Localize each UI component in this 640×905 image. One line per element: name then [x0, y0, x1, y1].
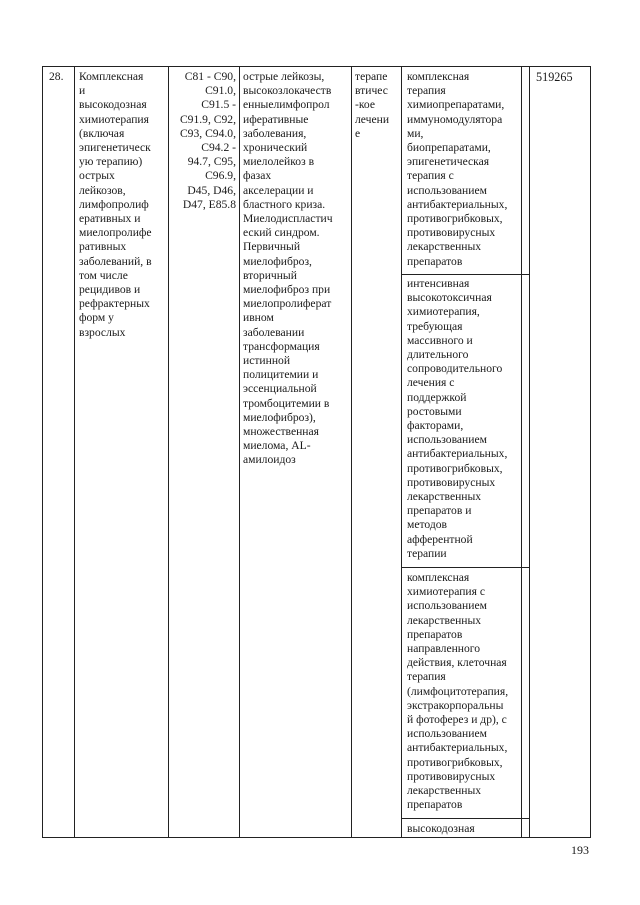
cell-line: форм у	[79, 311, 114, 325]
cell-line: сопроводительного	[407, 362, 503, 376]
cell-line: препаратов	[407, 798, 463, 812]
cell-line: е	[355, 126, 361, 140]
cell-line: иммуномодулятора	[407, 112, 503, 126]
cell-line: терапия	[407, 84, 446, 98]
cell-line: C94.2 -	[201, 141, 236, 155]
cell-line: препаратов и	[407, 504, 472, 518]
cell-line: требующая	[407, 319, 463, 333]
icd-codes	[171, 70, 236, 212]
treatment-method	[407, 70, 521, 269]
cell-line: афферентной	[407, 532, 473, 546]
cell-line: высокотоксичная	[407, 291, 492, 305]
cell-line: лечени	[355, 112, 390, 126]
cell-line: C91.0,	[205, 84, 236, 98]
cell-line: терапия с	[407, 169, 454, 183]
cell-line: комплексная	[407, 70, 470, 83]
cell-line: острые лейкозы,	[243, 70, 325, 83]
cell-line: лечения с	[407, 376, 455, 390]
cell-line: высокодозная	[79, 98, 147, 112]
cell-line: терапе	[355, 70, 388, 83]
cell-line: противогрибковых,	[407, 461, 503, 475]
cell-line: миелопролифе	[79, 226, 152, 240]
cell-line: вторичный	[243, 268, 297, 282]
cell-line: химиопрепаратами,	[407, 98, 505, 112]
cell-line: Первичный	[243, 240, 301, 254]
cell-line: препаратов	[407, 627, 463, 641]
cell-line: интенсивная	[407, 277, 470, 290]
diagnoses	[243, 70, 350, 468]
cell-line: использованием	[407, 727, 487, 741]
cell-line: бластного криза.	[243, 197, 326, 211]
column-divider	[351, 67, 352, 837]
cell-line: (лимфоцитотерапия,	[407, 684, 509, 698]
cell-line: химиотерапия	[79, 112, 149, 126]
cell-line: миелофиброз),	[243, 410, 316, 424]
column-divider	[239, 67, 240, 837]
cell-line: противовирусных	[407, 475, 496, 489]
cell-line: C93, C94.0,	[179, 126, 236, 140]
cell-line: длительного	[407, 348, 469, 362]
methods-divider	[401, 274, 529, 275]
cost-norm: 519265	[536, 70, 573, 84]
cell-line: Миелодиспластич	[243, 212, 333, 226]
cell-line: химиотерапия,	[407, 305, 480, 319]
cell-line: иферативные	[243, 112, 309, 126]
cell-line: использованием	[407, 433, 487, 447]
cell-line: миелофиброз,	[243, 254, 312, 268]
cell-line: C81 - C90,	[184, 70, 236, 83]
cell-line: заболевания,	[243, 126, 307, 140]
cell-line: рецидивов и	[79, 283, 141, 297]
cell-line: заболеваний, в	[79, 254, 152, 268]
cell-line: антибактериальных,	[407, 197, 508, 211]
cell-line: хронический	[243, 141, 308, 155]
cell-line: ративных	[79, 240, 127, 254]
cell-line: противовирусных	[407, 769, 496, 783]
cell-line: лекарственных	[407, 240, 482, 254]
cell-line: C91.5 -	[201, 98, 236, 112]
cell-line: миелофиброз при	[243, 283, 331, 297]
cell-line: миелома, AL-	[243, 439, 311, 453]
cell-line: эпигенетическая	[407, 155, 490, 169]
cell-line: еский синдром.	[243, 226, 320, 240]
cell-line: енныелимфопрол	[243, 98, 330, 112]
cell-line: острых	[79, 169, 115, 183]
cell-line: направленного	[407, 642, 481, 656]
cell-line: том числе	[79, 268, 128, 282]
cell-line: поддержкой	[407, 390, 467, 404]
cell-line: амилоидоз	[243, 453, 296, 467]
cell-line: лимфопролиф	[79, 197, 149, 211]
cell-line: препаратов	[407, 254, 463, 268]
cell-line: эпигенетическ	[79, 141, 151, 155]
row-number: 28.	[49, 70, 64, 83]
cell-line: терапии	[407, 546, 447, 560]
column-divider	[529, 67, 530, 837]
cell-line: ми,	[407, 126, 424, 140]
cell-line: биопрепаратами,	[407, 141, 491, 155]
cell-line: высокодозная	[407, 822, 475, 835]
cell-line: C96.9,	[205, 169, 236, 183]
cell-line: ростовыми	[407, 404, 462, 418]
cell-line: трансформация	[243, 339, 320, 353]
cell-line: 94.7, C95,	[187, 155, 236, 169]
cell-line: й фотоферез и др), с	[407, 713, 507, 727]
cell-line: терапия	[407, 670, 446, 684]
cell-line: антибактериальных,	[407, 741, 508, 755]
cell-line: факторами,	[407, 419, 464, 433]
cell-line: множественная	[243, 425, 319, 439]
cell-line: эссенциальной	[243, 382, 317, 396]
cell-line: втичес	[355, 84, 388, 98]
cell-line: противовирусных	[407, 226, 496, 240]
cell-line: рефрактерных	[79, 297, 150, 311]
cell-line: лекарственных	[407, 784, 482, 798]
treatment-method	[407, 822, 521, 836]
page-number: 193	[571, 843, 589, 857]
column-divider	[168, 67, 169, 837]
methods-divider	[401, 818, 529, 819]
cell-line: (включая	[79, 126, 125, 140]
cell-line: взрослых	[79, 325, 126, 339]
cell-line: миелолейкоз в	[243, 155, 315, 169]
treatment-method	[407, 571, 521, 812]
methods-divider	[401, 567, 529, 568]
cell-line: фазах	[243, 169, 272, 183]
cell-line: противогрибковых,	[407, 212, 503, 226]
column-divider	[74, 67, 75, 837]
cell-line: полицитемии и	[243, 368, 319, 382]
cell-line: миелопролиферат	[243, 297, 332, 311]
cell-line: Комплексная	[79, 70, 144, 83]
cell-line: и	[79, 84, 86, 98]
cell-line: C91.9, C92,	[179, 112, 236, 126]
cell-line: использованием	[407, 599, 487, 613]
cell-line: высокозлокачеств	[243, 84, 332, 98]
cell-line: методов	[407, 518, 448, 532]
cell-line: истинной	[243, 354, 291, 368]
cell-line: тромбоцитемии в	[243, 396, 330, 410]
service-name	[79, 70, 167, 340]
cell-line: антибактериальных,	[407, 447, 508, 461]
services-table	[42, 66, 591, 838]
treatment-type	[355, 70, 400, 141]
column-divider	[521, 67, 522, 837]
cell-line: экстракорпоральны	[407, 698, 504, 712]
cell-line: ую терапию)	[79, 155, 143, 169]
cell-line: использованием	[407, 183, 487, 197]
cell-line: комплексная	[407, 571, 470, 584]
cell-line: химиотерапия с	[407, 585, 485, 599]
cell-line: -кое	[355, 98, 375, 112]
cell-line: действия, клеточная	[407, 656, 507, 670]
cell-line: еративных и	[79, 212, 141, 226]
cell-line: D45, D46,	[187, 183, 236, 197]
cell-line: лекарственных	[407, 490, 482, 504]
cell-line: акселерации и	[243, 183, 314, 197]
cell-line: заболевании	[243, 325, 305, 339]
cell-line: D47, E85.8	[182, 197, 236, 211]
treatment-method	[407, 277, 521, 561]
cell-line: лекарственных	[407, 613, 482, 627]
cell-line: противогрибковых,	[407, 755, 503, 769]
cell-line: лейкозов,	[79, 183, 126, 197]
cell-line: ивном	[243, 311, 274, 325]
cell-line: массивного и	[407, 333, 473, 347]
column-divider	[401, 67, 402, 837]
